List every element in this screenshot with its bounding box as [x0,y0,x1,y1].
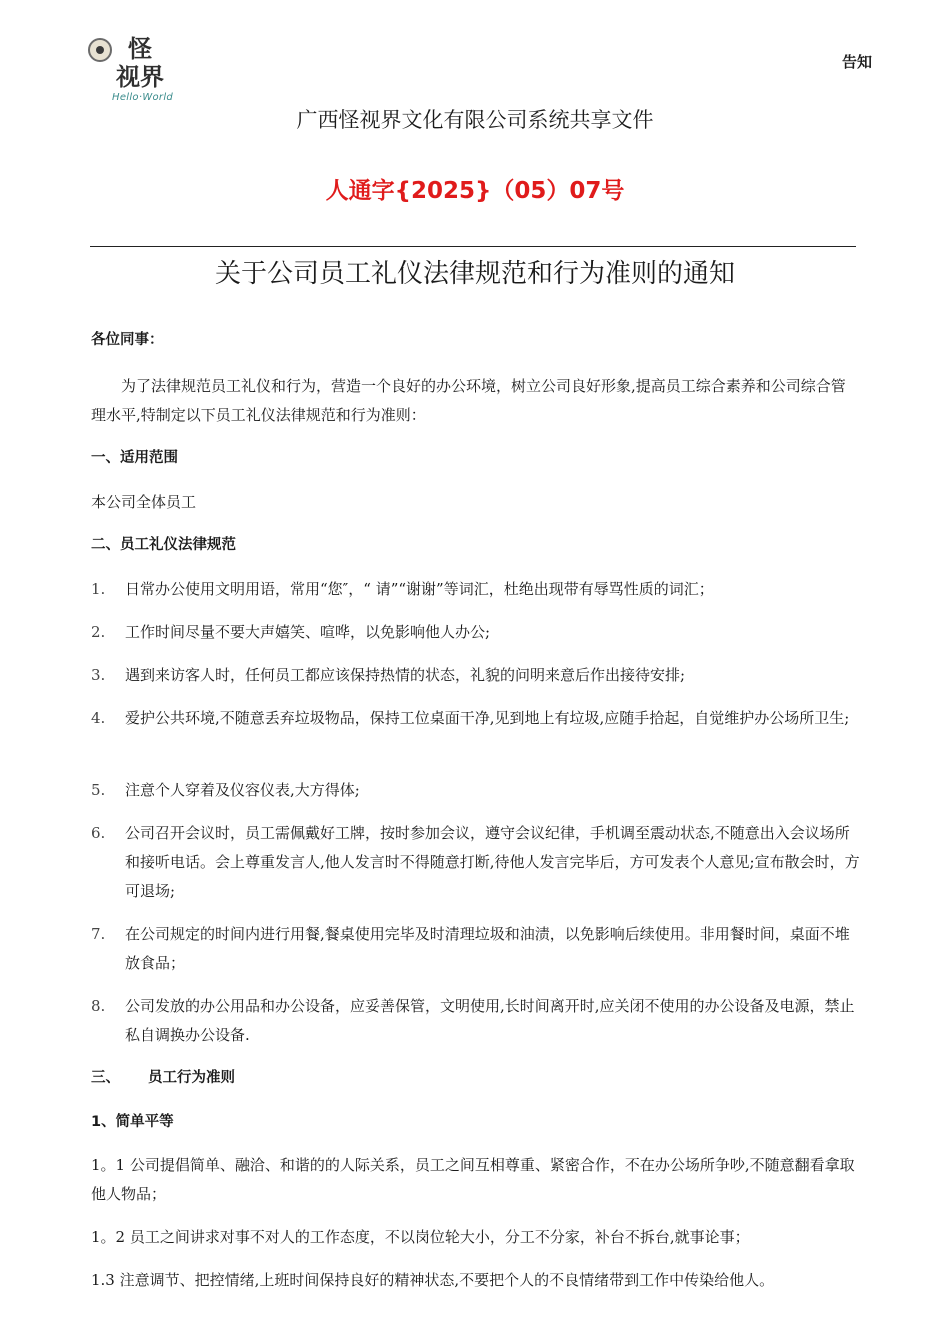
eye-icon [88,38,112,62]
section3-number: 三、 [91,1070,120,1086]
section3-heading: 员工行为准则 [148,1070,235,1086]
list-item [91,992,861,1050]
company-logo [88,32,203,107]
notice-tag: 告知 [841,53,872,71]
document-title: 关于公司员工礼仪法律规范和行为准则的通知 [214,259,735,289]
section1-body: 本公司全体员工 [91,493,197,511]
list-item [91,776,861,805]
list-item-text: 公司召开会议时，员工需佩戴好工牌，按时参加会议，遵守会议纪律，手机调至震动状态,不随意出入会议场所和接听电话。会上尊重发言人,他人发言时不得随意打断,待他人发言完毕后，方可发表个人意见;宣布散会时，方可退场; [125,824,860,900]
list-item [91,920,861,978]
salutation: 各位同事： [91,332,164,348]
list-item-number: 1. [91,580,106,598]
list-item-number: 5. [91,781,106,799]
list-item [91,661,861,690]
header-divider [90,246,856,247]
clause: 1。1 公司提倡简单、融洽、和谐的的人际关系，员工之间互相尊重、紧密合作，不在办公场所争吵,不随意翻看拿取他人物品； [91,1156,855,1203]
logo-subtext: Hello·World [112,92,174,103]
list-item [91,575,861,604]
section2-heading: 二、员工礼仪法律规范 [91,537,236,553]
list-item-number: 6. [91,824,106,842]
logo-text: 怪 [128,35,153,63]
list-item-text: 遇到来访客人时，任何员工都应该保持热情的状态，礼貌的问明来意后作出接待安排; [125,666,686,684]
list-item-number: 7. [91,925,106,943]
list-item-text: 注意个人穿着及仪容仪表,大方得体; [125,781,360,799]
list-item-number: 8. [91,997,106,1015]
list-item-text: 工作时间尽量不要大声嬉笑、喧哗，以免影响他人办公; [125,623,491,641]
logo-text-2: 视界 [116,63,164,91]
list-item [91,618,861,647]
list-item-text: 日常办公使用文明用语，常用“您″，“ 请”“谢谢”等词汇，杜绝出现带有辱骂性质的词汇； [125,580,714,598]
list-item-text: 在公司规定的时间内进行用餐,餐桌使用完毕及时清理垃圾和油渍，以免影响后续使用。非用餐时间，桌面不堆放食品； [125,925,850,972]
section1-heading: 一、适用范围 [91,450,178,466]
list-item [91,704,861,733]
clause: 1.3 注意调节、把控情绪,上班时间保持良好的精神状态,不要把个人的不良情绪带到工作中传染给他人。 [91,1271,775,1289]
document-number: 人通字{2025}（05）07号 [325,178,625,204]
list-item [91,819,861,906]
list-item-text: 公司发放的办公用品和办公设备，应妥善保管，文明使用,长时间离开时,应关闭不使用的办公设备及电源，禁止私自调换办公设备. [125,997,855,1044]
subsection-heading: 1、简单平等 [91,1114,174,1130]
list-item-number: 2. [91,623,106,641]
company-line: 广西怪视界文化有限公司系统共享文件 [296,108,654,132]
list-item-text: 爱护公共环境,不随意丢弃垃圾物品，保持工位桌面干净,见到地上有垃圾,应随手拾起，自觉维护办公场所卫生; [125,709,850,727]
clause: 1。2 员工之间讲求对事不对人的工作态度，不以岗位轮大小，分工不分家，补台不拆台,就事论事； [91,1228,750,1246]
intro-paragraph: 为了法律规范员工礼仪和行为，营造一个良好的办公环境，树立公司良好形象,提高员工综合素养和公司综合管理水平,特制定以下员工礼仪法律规范和行为准则： [91,377,846,424]
list-item-number: 3. [91,666,106,684]
list-item-number: 4. [91,709,106,727]
